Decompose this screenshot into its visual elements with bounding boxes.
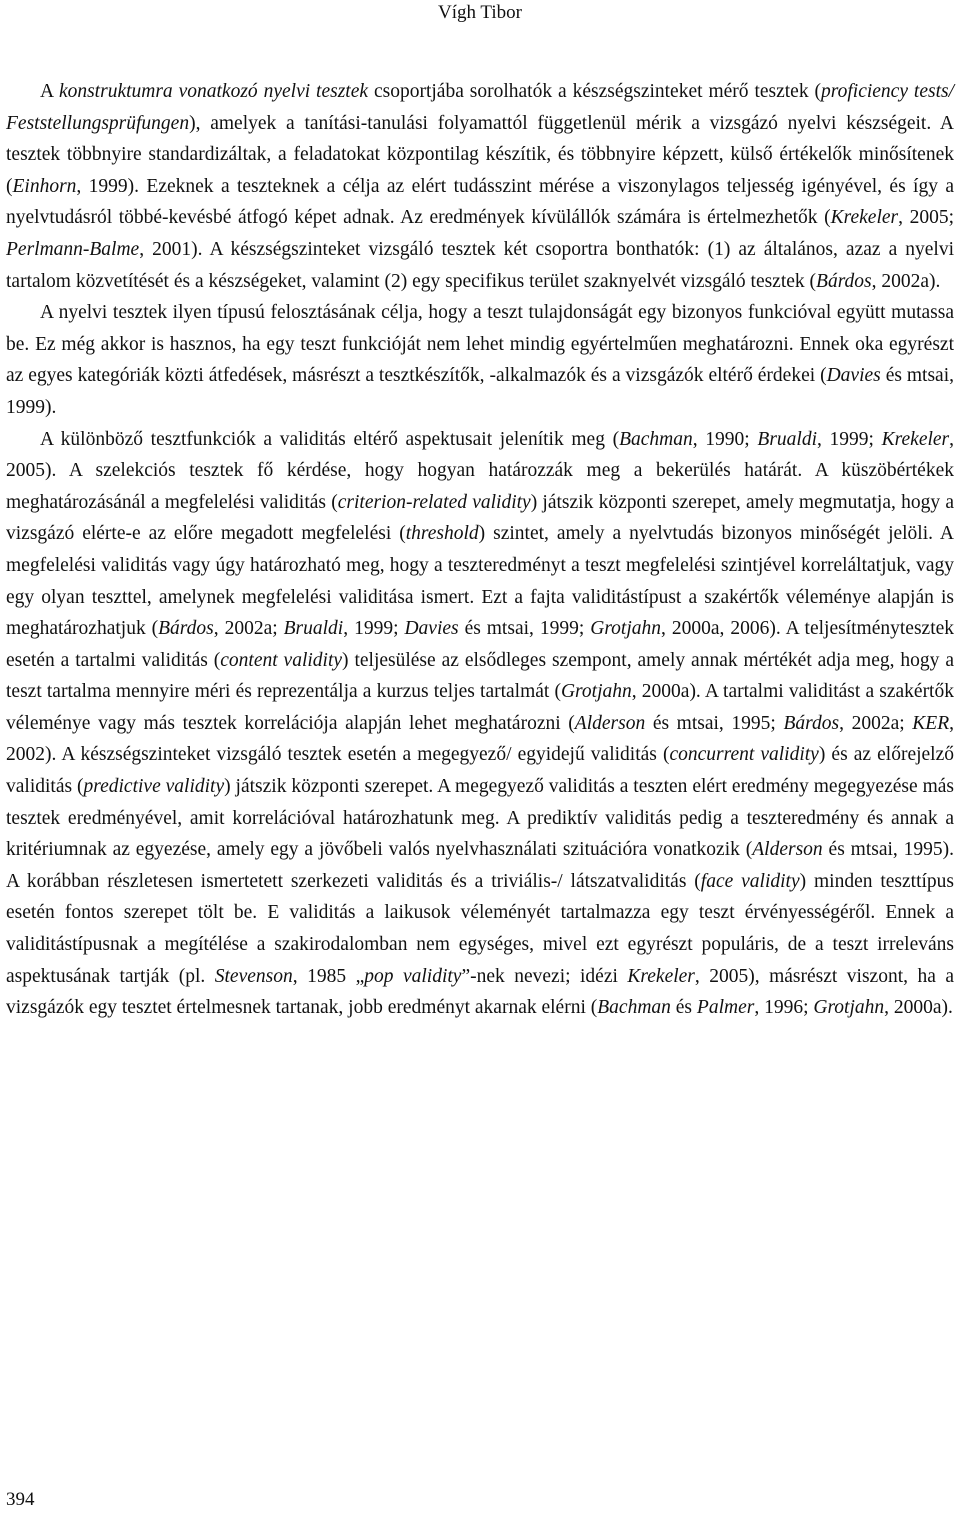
text-segment: ) minden teszttípus esetén fontos szerepet tölt be. E validitás a laikusok véleményét tartalmazza egy teszt érvényességéről. Ennek a validitástípusnak a megítélése a szakirodalomban nem egységes, mivel ezt egyrészt populáris, de a teszt irreleváns aspektusának tartják (pl. xyxy=(6,870,954,987)
text-segment: ) játszik központi szerepet, amely megmutatja, hogy a vizsgázó elérte-e az előre megadott megfelelési ( xyxy=(6,491,954,545)
italic-text-segment: Bárdos xyxy=(783,712,840,734)
italic-text-segment: Bachman xyxy=(619,428,693,450)
text-segment: , 2005; xyxy=(898,207,954,229)
italic-text-segment: Grotjahn xyxy=(590,618,662,640)
italic-text-segment: Bárdos xyxy=(816,270,872,292)
text-segment: A nyelvi tesztek ilyen típusú felosztásának célja, hogy a teszt tulajdonságát egy bizonyos funkcióval együtt mutassa be. Ez még akkor is hasznos, ha egy teszt funkcióját nem lehet mindig egyértelműen meghatározni. Ennek oka egyrészt az egyes kategóriák közti átfedések, másrészt a tesztkészítők, -alkalmazók és a vizsgázók eltérő érdekei ( xyxy=(6,302,954,387)
italic-text-segment: proficiency tests/ Feststellungsprüfungen xyxy=(6,81,954,134)
italic-text-segment: Einhorn xyxy=(12,175,77,197)
text-segment: , 2000a). xyxy=(884,997,953,1019)
body-text xyxy=(6,76,954,1024)
text-segment: ) teljesülése az elsődleges szempont, amely annak mértékét adja meg, hogy a teszt tartalma mennyire méri és reprezentálja a kurzus teljes tartalmát ( xyxy=(6,649,954,703)
paragraph xyxy=(6,76,954,297)
italic-text-segment: Davies xyxy=(404,618,459,640)
italic-text-segment: konstruktumra vonatkozó nyelvi tesztek xyxy=(58,81,369,102)
page-number: 394 xyxy=(6,1489,35,1510)
text-segment: , 1996; xyxy=(754,997,814,1019)
italic-text-segment: Brualdi xyxy=(283,618,344,640)
italic-text-segment: Krekeler xyxy=(881,428,950,450)
italic-text-segment: Bachman xyxy=(597,997,671,1019)
text-segment: , 2005), másrészt viszont, ha a vizsgázók egy tesztet értelmesnek tartanak, jobb eredményt akarnak elérni ( xyxy=(6,965,955,1019)
italic-text-segment: criterion-related validity xyxy=(337,491,531,513)
text-segment: , 1999). Ezeknek a teszteknek a célja az elért tudásszint mérése a viszonylagos teljesség igényével, és így a nyelvtudásról többé-kevésbé átfogó képet adnak. Az eredmények kívülállók számára is értelmezhetők ( xyxy=(6,175,954,229)
text-segment: , 1999; xyxy=(343,618,405,640)
text-segment: ”-nek nevezi; idézi xyxy=(461,965,628,987)
text-segment: ), amelyek a tanítási-tanulási folyamattól függetlenül mérik a vizsgázó nyelvi készségeit. A tesztek többnyire standardizáltak, a feladatokat központilag készítik, és többnyire képzett, külső értékelők minősítenek ( xyxy=(6,112,954,197)
text-segment: A xyxy=(40,81,59,102)
italic-text-segment: threshold xyxy=(405,523,479,545)
text-segment: , 2002). A készségszinteket vizsgáló tesztek esetén a megegyező/ egyidejű validitás ( xyxy=(6,712,954,766)
text-segment: és mtsai, 1999). xyxy=(6,365,954,418)
text-segment: és mtsai, 1999; xyxy=(458,618,591,640)
italic-text-segment: content validity xyxy=(220,649,343,671)
italic-text-segment: Brualdi xyxy=(757,428,817,450)
italic-text-segment: Grotjahn xyxy=(813,997,885,1019)
italic-text-segment: Grotjahn xyxy=(560,681,632,703)
italic-text-segment: face validity xyxy=(700,870,800,892)
text-segment: ) játszik központi szerepet. A megegyező validitás a teszten elért eredmény megegyezése más tesztek eredményével, amit korrelációval határozhatunk meg. A prediktív validitás pedig a teszteredmény és annak a kritériumnak az egyezése, amely egy a jövőbeli valós nyelvhasználati szituációra vonatkozik ( xyxy=(6,776,954,861)
italic-text-segment: KER xyxy=(912,712,950,734)
text-segment: , 2002a). xyxy=(871,270,941,292)
text-segment: , 1999; xyxy=(817,428,882,450)
italic-text-segment: concurrent validity xyxy=(669,744,819,766)
italic-text-segment: pop validity xyxy=(364,965,462,987)
italic-text-segment: Perlmann-Balme xyxy=(6,238,140,260)
running-head-author: Vígh Tibor xyxy=(438,2,522,23)
text-segment: és mtsai, 1995; xyxy=(645,712,784,734)
text-segment: , 2000a, 2006). A teljesítménytesztek esetén a tartalmi validitás ( xyxy=(6,618,955,671)
italic-text-segment: Bárdos xyxy=(158,618,214,640)
italic-text-segment: Stevenson xyxy=(214,965,293,987)
text-segment: csoportjába sorolhatók a készségszinteket mérő tesztek ( xyxy=(368,81,821,102)
italic-text-segment: Alderson xyxy=(574,712,646,734)
text-segment: és mtsai, 1995). A korábban részletesen ismertetett szerkezeti validitás és a triviális-/ látszatvaliditás ( xyxy=(6,839,955,892)
text-segment: , 1990; xyxy=(692,428,758,450)
text-segment: A különböző tesztfunkciók a validitás eltérő aspektusait jelenítik meg ( xyxy=(40,428,620,450)
text-segment: , 2001). A készségszinteket vizsgáló tesztek két csoportra bonthatók: (1) az általános, azaz a nyelvi tartalom közvetítését és a készségeket, valamint (2) egy specifikus terület szaknyelvét vizsgáló tesztek ( xyxy=(6,238,954,292)
italic-text-segment: Krekeler xyxy=(830,207,899,229)
italic-text-segment: Davies xyxy=(826,365,881,387)
italic-text-segment: Palmer xyxy=(696,997,755,1019)
paragraph xyxy=(6,424,954,1024)
text-segment: , 1985 „ xyxy=(292,965,365,987)
text-segment: , 2000a). A tartalmi validitást a szakértők véleménye vagy más tesztek korrelációja alapján lehet meghatározni ( xyxy=(6,681,954,734)
text-segment: ) szintet, amely a nyelvtudás bizonyos minőségét jelöli. A megfelelési validitás vagy úgy határozható meg, hogy a teszteredményt a teszt megfelelési szintjével korreláltatjuk, vagy egy olyan teszttel, amelynek megfelelési validitása ismert. Ezt a fajta validitástípust a szakértők véleménye alapján is meghatározhatjuk ( xyxy=(6,523,954,640)
text-segment: , 2002a; xyxy=(213,618,284,640)
text-segment: , 2005). A szelekciós tesztek fő kérdése, hogy hogyan határozzák meg a bekerülés határát. A küszöbértékek meghatározásánál a megfelelési validitás ( xyxy=(6,428,955,513)
text-segment: , 2002a; xyxy=(839,712,913,734)
italic-text-segment: predictive validity xyxy=(83,776,225,798)
paragraph xyxy=(6,297,954,423)
text-segment: ) és az előrejelző validitás ( xyxy=(6,744,954,798)
italic-text-segment: Krekeler xyxy=(627,965,695,987)
italic-text-segment: Alderson xyxy=(752,839,823,861)
text-segment: és xyxy=(670,997,697,1019)
